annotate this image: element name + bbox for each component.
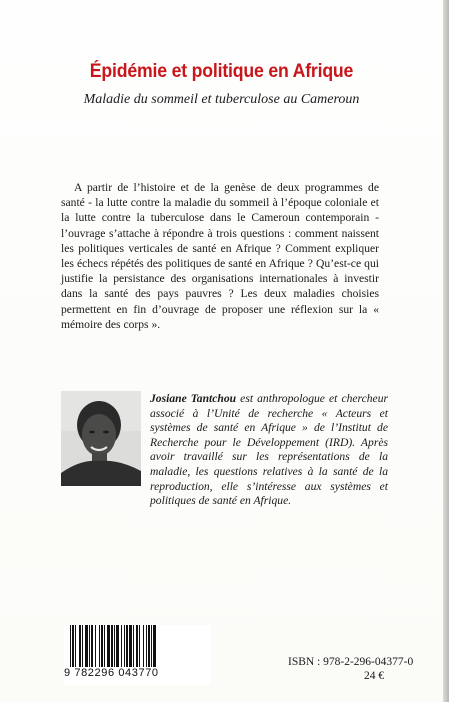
book-title: Épidémie et politique en Afrique <box>89 61 354 82</box>
book-subtitle: Maladie du sommeil et tuberculose au Cameroun <box>83 92 360 107</box>
price: 24 € <box>364 670 385 682</box>
author-bio <box>150 392 388 509</box>
book-summary: A partir de l’histoire et de la genèse de deux programmes de santé - la lutte contre la maladie du sommeil à l’époque coloniale et la lutte contre la tuberculose dans le Cameroun contemporain - l’ouvrage s’attache à répondre à trois questions : comment naissent les politiques verticales de santé en Afrique ? Comment expliquer les échecs répétés des politiques de santé en Afrique ? Qu’est-ce qui justifie la persistance des organisations internationales à investir dans la santé des pays pauvres ? Les deux maladies choisies permettent en fin d’ouvrage de proposer une réflexion sur la « mémoire des corps ». <box>61 181 379 331</box>
barcode-digits: 9 782296 043770 <box>64 667 211 679</box>
author-name: Josiane Tantchou <box>150 392 237 405</box>
author-bio-text: est anthropologue et chercheur associé à l’Unité de recherche « Acteurs et systèmes de santé en Afrique » de l’Institut de Recherche pour le Développement (IRD). Après avoir travaillé sur les représentations de la maladie, les questions relatives à la santé de la reproduction, elle s’intéresse aux systèmes et politiques de santé en Afrique. <box>150 392 389 508</box>
cover-edge <box>443 0 449 702</box>
author-photo <box>61 391 141 486</box>
isbn: ISBN : 978-2-296-04377-0 <box>288 656 414 668</box>
